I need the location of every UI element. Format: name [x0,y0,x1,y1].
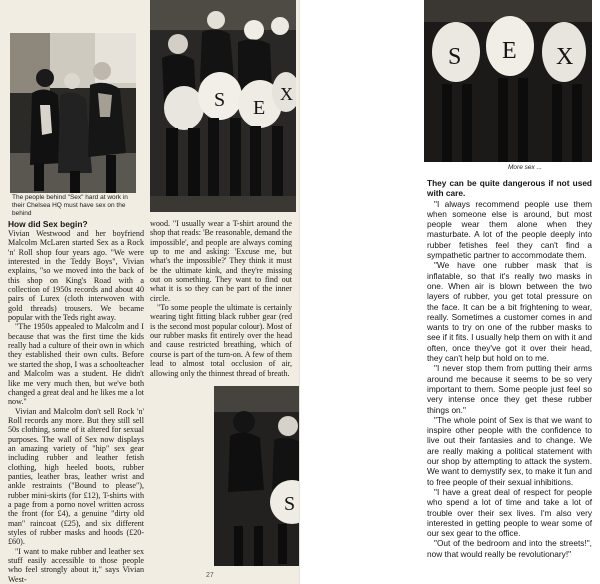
dancer-leg [254,526,263,566]
left-paragraph-3: Vivian and Malcolm don't sell Rock 'n' Roll records any more. But they still sell 50s clothing, some of it altered for sexual purposes. The wall of Sex now displays an amazing variety of "hip" sex gear including rubber and leather fetish clothing, high heeled boots, rubber panties, leather bras, leather wrist and ankle restraints ("Bound to please"), rubber mini-skirts (for £12), T-shirts with a page from a porno novel written across the front (for £4), a genuine "dirty old man" raincoat (£25), and six different styles of rubber masks and hoods (£20-£60). [8,406,144,547]
left-column-text [8,219,144,584]
right-paragraph-7: "Out of the bedroom and into the streets!", now that would really be revolutionary!" [427,538,592,559]
photo-more-sex [424,0,592,162]
right-photo-letter-x: X [556,44,574,70]
bottom-photo-letter-s: S [284,493,296,515]
right-paragraph-1: They can be quite dangerous if not used with care. [427,178,592,199]
right-paragraph-2: "I always recommend people use them when someone else is around, but most people wear them alone when they masturbate. A lot of the people deeply into rubber fetishes feel they can't find a sympathetic partner to accommodate them. [427,198,592,261]
right-photo-letter-s: S [448,44,462,70]
big-photo-letter-x: X [280,84,293,104]
page-number: 27 [206,572,214,579]
photo-sex-behinds-image [150,0,296,212]
photo-sex-behinds [150,0,296,212]
middle-column-text [150,219,292,378]
right-photo-letter-e: E [502,38,517,64]
photo-sex-dancers-image [214,386,300,566]
dancer-leg [234,526,243,566]
photo-more-sex-image [424,0,592,162]
left-paragraph-4: "I want to make rubber and leather sex stuff easily accessible to those people who feel strongly about it," says Vivian West- [8,546,144,584]
big-photo-letter-e: E [253,97,266,119]
right-paragraph-4: "I never stop them from putting their arms around me because it seems to be so very important to them. Some people just feel so very intense once they get these rubber things on." [427,363,592,415]
photo-caption-left: The people behind "Sex" hard at work in their Chelsea HQ must have sex on the behind [12,194,128,217]
big-photo-letter-s: S [214,89,226,111]
right-paragraph-5: "The whole point of Sex is that we want to inspire other people with the confidence to live out their fantasies and to change. We are really making a political statement with our shop by attempting to attack the system. We want to demystify sex, to make it fun and to free people of their sexual inhibitions. [427,414,592,487]
right-page [300,0,600,584]
right-column-text [427,178,592,559]
photo-sex-dancers [214,386,300,566]
photo-shop-people-image [10,33,136,193]
right-paragraph-6: "I have a great deal of respect for people who spend a lot of time and take a lot of trouble over their sex lives. I'm also very interested in getting people to wear some of our sex gear to the office. [427,486,592,539]
right-paragraph-3: "We have one rubber mask that is inflatable, so that it's really two masks in one. When air is blown between the two layers of rubber, you get total pressure on the face. It can be a bit frightening to wear, really. Sometimes a customer comes in and wants to try on one of the rubber masks to see if it fits. I usually help them on with it and often, once they've got it over their head, they can't help but hold on to me. [427,260,592,364]
middle-paragraph-1: wood. "I usually wear a T-shirt around the shop that reads: 'Be reasonable, demand the impossible', and people are always coming up to me and asking: 'Excuse me, but what's the impossible?' They think it must be the ultimate kink, and they're missing out on something. They want to find out what it is so they can be part of the inner circle. [150,219,292,303]
photo-shop-people [10,33,136,193]
article-heading: How did Sex begin? [8,219,88,229]
dancer-leg [278,524,287,564]
left-paragraph-1: Vivian Westwood and her boyfriend Malcolm McLaren started Sex as a Rock 'n' Roll shop four years ago. "We were interested in the Teddy Boys", Vivian explains, "so we moved into the back of this shop on King's Road with a collection of 1950s records and about 40 pairs of Lurex (cloth interwoven with gold threads) trousers. We became popular with the Teds right away. [8,229,144,323]
middle-paragraph-2: "To some people the ultimate is certainly wearing tight fitting black rubber gear (red is the second most popular colour). Most of our rubber masks fit entirely over the head and cause restricted breathing, which of course is part of the turn-on. A few of them lead to almost total occlusion of air, allowing only the thinnest thread of breath. [150,303,292,378]
left-paragraph-2: "The 1950s appealed to Malcolm and I because that was the first time the kids really had a culture of their own in which they established their own cults. Before we started the shop, I was a schoolteacher and Malcolm was a student. He didn't like me very much then, but we've both changed a great deal and he likes me a lot now." [8,322,144,407]
photo-caption-right: More sex ... [508,164,542,171]
